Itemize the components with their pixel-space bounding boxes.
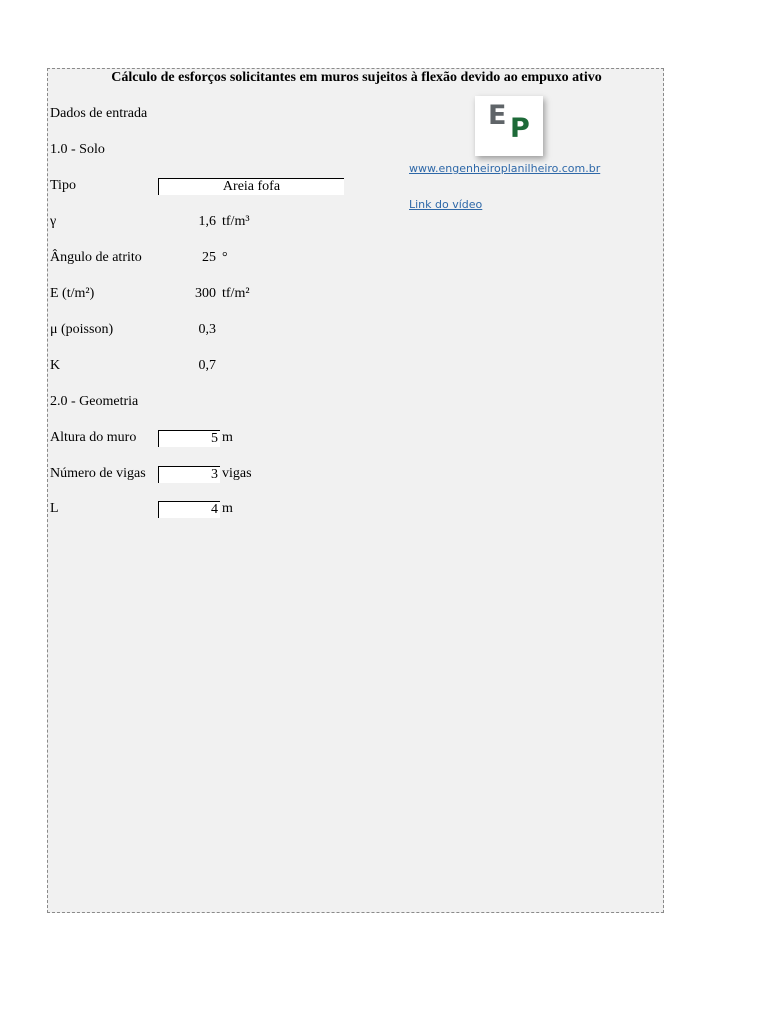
e-value: 300 [195,286,216,301]
beams-unit: vigas [222,466,252,481]
gamma-value: 1,6 [198,214,216,229]
mu-value: 0,3 [198,322,216,337]
mu-label: μ (poisson) [50,322,114,337]
height-label: Altura do muro [50,430,137,445]
section-geometry-heading: 2.0 - Geometria [50,394,139,409]
section-input-heading: Dados de entrada [50,106,148,121]
e-label: E (t/m²) [50,286,95,301]
website-link[interactable]: www.engenheiroplanilheiro.com.br [409,162,601,175]
height-input[interactable]: 5 [158,430,220,447]
page-title: Cálculo de esforços solicitantes em muros sujeitos à flexão devido ao empuxo ativo [111,70,602,85]
section-soil-heading: 1.0 - Solo [50,142,105,157]
tipo-label: Tipo [50,178,76,193]
tipo-select[interactable]: Areia fofa [158,178,344,195]
l-label: L [50,501,59,516]
video-link[interactable]: Link do vídeo [409,198,483,211]
k-label: K [50,358,61,373]
angle-value: 25 [202,250,216,265]
l-input[interactable]: 4 [158,501,220,518]
logo-letter-p: P [510,113,530,144]
l-unit: m [222,501,233,516]
height-unit: m [222,430,233,445]
gamma-label: γ [50,214,57,229]
spreadsheet-area [47,68,664,913]
beams-input[interactable]: 3 [158,466,220,483]
logo-letter-e: E [488,100,507,131]
angle-unit: ° [222,250,228,265]
gamma-unit: tf/m³ [222,214,250,229]
angle-label: Ângulo de atrito [50,250,142,265]
engenheiro-planilheiro-logo [475,96,543,156]
e-unit: tf/m² [222,286,250,301]
beams-label: Número de vigas [50,466,146,481]
k-value: 0,7 [198,358,216,373]
